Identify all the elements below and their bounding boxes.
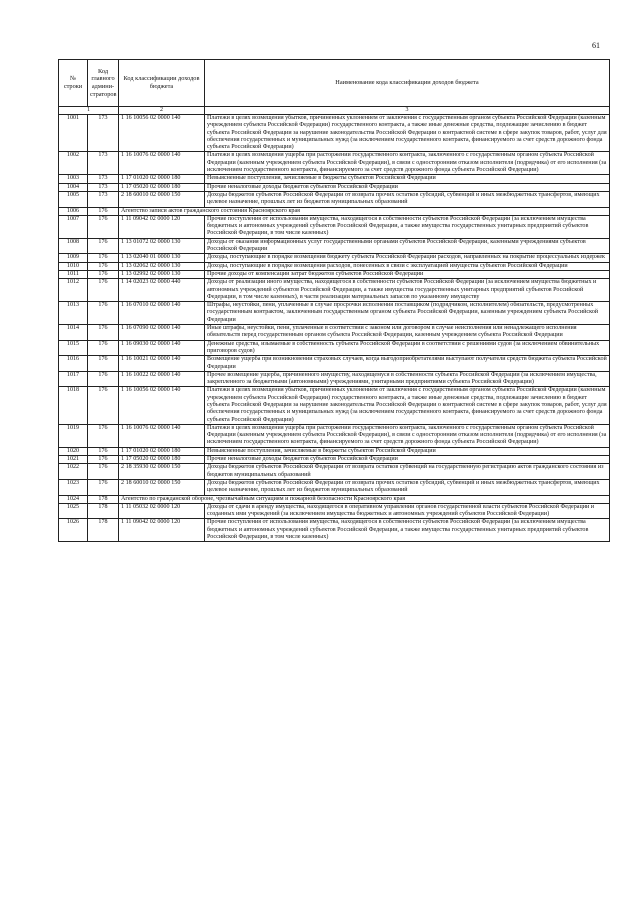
classification-code-cell: 1 16 07010 02 0000 140 (119, 302, 205, 325)
admin-code-cell: 176 (88, 238, 119, 254)
table-row (59, 464, 610, 480)
table-row (59, 238, 610, 254)
row-number-cell: 1025 (59, 503, 88, 519)
classification-code-cell: 2 18 60010 02 0000 150 (119, 479, 205, 495)
table-row (59, 447, 610, 455)
classification-name-cell: Доходы бюджетов субъектов Российской Федерации от возврата прочих остатков субсидий, субвенций и иных межбюджетных трансфертов, имеющих целевое назначение, прошлых лет из бюджетов муниципальных образований (205, 479, 610, 495)
row-number-cell: 1004 (59, 183, 88, 191)
classification-code-cell: 2 18 35930 02 0000 150 (119, 464, 205, 480)
header-row-no: № строки (59, 60, 88, 107)
classification-name-cell: Платежи в целях возмещения ущерба при расторжении государственного контракта, заключенного с государственным органом субъекта Российской Федерации (казенным учреждением субъекта Российской Федерации), в связи с односторонним отказом исполнителя (подрядчика) от его исполнения (за исключением государственного контракта, финансируемого за счет средств дорожного фонда субъекта Российской Федерации) (205, 424, 610, 447)
row-number-cell: 1010 (59, 262, 88, 270)
admin-code-cell: 176 (88, 325, 119, 341)
admin-code-cell: 176 (88, 456, 119, 464)
admin-code-cell: 176 (88, 464, 119, 480)
row-number-cell: 1020 (59, 447, 88, 455)
classification-code-cell: 1 11 09042 02 0000 120 (119, 215, 205, 238)
column-number-1: 1 (59, 107, 119, 115)
table-row (59, 356, 610, 372)
classification-code-cell: 1 11 09042 02 0000 120 (119, 519, 205, 542)
table-row (59, 456, 610, 464)
section-row (59, 207, 610, 215)
admin-code-cell: 176 (88, 387, 119, 424)
classification-name-cell: Невыясненные поступления, зачисляемые в бюджеты субъектов Российской Федерации (205, 175, 610, 183)
row-number-cell: 1023 (59, 479, 88, 495)
table-row (59, 115, 610, 152)
classification-name-cell: Доходы от сдачи в аренду имущества, находящегося в оперативном управлении органов государственной власти субъектов Российской Федерации и созданных ими учреждений (за исключением имущества бюджетных и автономных учреждений субъектов Российской Федерации) (205, 503, 610, 519)
admin-code-cell: 176 (88, 302, 119, 325)
classification-code-cell: 1 16 10076 02 0000 140 (119, 152, 205, 175)
admin-code-cell: 173 (88, 152, 119, 175)
classification-code-cell: 1 16 10076 02 0000 140 (119, 424, 205, 447)
classification-name-cell: Штрафы, неустойки, пени, уплаченные в случае просрочки исполнения поставщиком (подрядчиком, исполнителем) обязательств, предусмотренных государственным контрактом, заключенным государственным органом субъекта Российской Федерации, казенным учреждением субъекта Российской Федерации (205, 302, 610, 325)
header-name: Наименование кода классификации доходов бюджета (205, 60, 610, 107)
row-number-cell: 1002 (59, 152, 88, 175)
table-row (59, 183, 610, 191)
table-row (59, 254, 610, 262)
classification-code-cell: 1 17 01020 02 0000 180 (119, 447, 205, 455)
header-class-code: Код классификации доходов бюджета (119, 60, 205, 107)
classification-code-cell: 2 18 60010 02 0000 150 (119, 191, 205, 207)
classification-code-cell: 1 14 02023 02 0000 440 (119, 279, 205, 302)
classification-name-cell: Прочие неналоговые доходы бюджетов субъектов Российской Федерации (205, 183, 610, 191)
table-row (59, 262, 610, 270)
table-row (59, 279, 610, 302)
classification-code-cell: 1 16 10022 02 0000 140 (119, 371, 205, 387)
table-row (59, 479, 610, 495)
row-number-cell: 1012 (59, 279, 88, 302)
classification-name-cell: Доходы от реализации иного имущества, находящегося в собственности субъектов Российской Федерации (за исключением имущества бюджетных и автономных учреждений субъектов Российской Федерации, а также имущества государственных унитарных предприятий субъектов Российской Федерации, в том числе казенных), в части реализации материальных запасов по указанному имуществу (205, 279, 610, 302)
table-row (59, 152, 610, 175)
column-number-2: 2 (119, 107, 205, 115)
admin-code-cell: 178 (88, 519, 119, 542)
column-number-3: 3 (205, 107, 610, 115)
admin-code-cell: 176 (88, 262, 119, 270)
row-number-cell: 1011 (59, 270, 88, 278)
admin-code-cell: 176 (88, 371, 119, 387)
classification-code-cell: 1 13 01072 02 0000 130 (119, 238, 205, 254)
admin-code-cell: 173 (88, 191, 119, 207)
table-row (59, 424, 610, 447)
table-row (59, 503, 610, 519)
classification-code-cell: 1 16 10021 02 0000 140 (119, 356, 205, 372)
table-row (59, 270, 610, 278)
admin-code-cell: 176 (88, 215, 119, 238)
classification-name-cell: Иные штрафы, неустойки, пени, уплаченные в соответствии с законом или договором в случае неисполнения или ненадлежащего исполнения обязательств перед государственным органом субъекта Российской Федерации, казенным учреждением субъекта Российской Федерации (205, 325, 610, 341)
table-body (59, 115, 610, 542)
row-number-cell: 1005 (59, 191, 88, 207)
classification-code-cell: 1 16 09030 02 0000 140 (119, 340, 205, 356)
row-number-cell: 1026 (59, 519, 88, 542)
classification-name-cell: Прочие поступления от использования имущества, находящегося в собственности субъектов Российской Федерации (за исключением имущества бюджетных и автономных учреждений субъектов Российской Федерации, а также имущества государственных унитарных предприятий субъектов Российской Федерации, в том числе казенных) (205, 519, 610, 542)
classification-name-cell: Прочее возмещение ущерба, причиненного имуществу, находящемуся в собственности субъекта Российской Федерации (за исключением имущества, закрепленного за бюджетными (автономными) учреждениями, унитарными предприятиями субъекта Российской Федерации) (205, 371, 610, 387)
admin-code-cell: 173 (88, 115, 119, 152)
row-number-cell: 1014 (59, 325, 88, 341)
row-number-cell: 1019 (59, 424, 88, 447)
classification-code-cell: 1 16 10056 02 0000 140 (119, 387, 205, 424)
admin-code-cell: 176 (88, 356, 119, 372)
classification-code-cell: 1 11 05032 02 0000 120 (119, 503, 205, 519)
classification-name-cell: Доходы от оказания информационных услуг государственными органами субъектов Российской Федерации, казенными учреждениями субъектов Российской Федерации (205, 238, 610, 254)
classification-name-cell: Платежи в целях возмещения ущерба при расторжении государственного контракта, заключенного с государственным органом субъекта Российской Федерации (казенным учреждением субъекта Российской Федерации), в связи с односторонним отказом исполнителя (подрядчика) от его исполнения (за исключением государственного контракта, финансируемого за счет средств дорожного фонда субъекта Российской Федерации) (205, 152, 610, 175)
section-row (59, 495, 610, 503)
table-row (59, 519, 610, 542)
classification-name-cell: Прочие поступления от использования имущества, находящегося в собственности субъектов Российской Федерации (за исключением имущества бюджетных и автономных учреждений субъектов Российской Федерации, а также имущества государственных унитарных предприятий субъектов Российской Федерации, в том числе казенных) (205, 215, 610, 238)
classification-code-cell: 1 13 02062 02 0000 130 (119, 262, 205, 270)
classification-name-cell: Доходы бюджетов субъектов Российской Федерации от возврата остатков субвенций на государственную регистрацию актов гражданского состояния из бюджетов муниципальных образований (205, 464, 610, 480)
row-number-cell: 1024 (59, 495, 88, 503)
admin-code-cell: 176 (88, 279, 119, 302)
classification-name-cell: Возмещение ущерба при возникновении страховых случаев, когда выгодоприобретателями выступают получатели средств бюджета субъекта Российской Федерации (205, 356, 610, 372)
classification-code-cell: 1 13 02040 01 0000 130 (119, 254, 205, 262)
classification-name-cell: Денежные средства, изымаемые в собственность субъекта Российской Федерации в соответствии с решениями судов (за исключением обвинительных приговоров судов) (205, 340, 610, 356)
row-number-cell: 1022 (59, 464, 88, 480)
section-title-cell: Агентство по гражданской обороне, чрезвычайным ситуациям и пожарной безопасности Красноярского края (119, 495, 610, 503)
table-row (59, 325, 610, 341)
classification-code-cell: 1 16 07090 02 0000 140 (119, 325, 205, 341)
admin-code-cell: 178 (88, 495, 119, 503)
classification-name-cell: Доходы, поступающие в порядке возмещения бюджету субъекта Российской Федерации расходов, направленных на покрытие процессуальных издержек (205, 254, 610, 262)
classification-name-cell: Платежи в целях возмещения убытков, причиненных уклонением от заключения с государственным органом субъекта Российской Федерации (казенным учреждением субъекта Российской Федерации) государственного контракта, а также иные денежные средства, подлежащие зачислению в бюджет субъекта Российской Федерации за нарушение законодательства Российской Федерации о контрактной системе в сфере закупок товаров, работ, услуг для обеспечения государственных и муниципальных нужд (за исключением государственного контракта, финансируемого за счет средств дорожного фонда субъекта Российской Федерации) (205, 387, 610, 424)
row-number-cell: 1017 (59, 371, 88, 387)
row-number-cell: 1015 (59, 340, 88, 356)
admin-code-cell: 176 (88, 447, 119, 455)
classification-name-cell: Доходы бюджетов субъектов Российской Федерации от возврата прочих остатков субсидий, субвенций и иных межбюджетных трансфертов, имеющих целевое назначение, прошлых лет из бюджетов муниципальных образований (205, 191, 610, 207)
table-row (59, 387, 610, 424)
section-title-cell: Агентство записи актов гражданского состояния Красноярского края (119, 207, 610, 215)
row-number-cell: 1013 (59, 302, 88, 325)
header-row (59, 60, 610, 107)
admin-code-cell: 176 (88, 424, 119, 447)
table-row (59, 302, 610, 325)
row-number-cell: 1009 (59, 254, 88, 262)
admin-code-cell: 173 (88, 183, 119, 191)
column-number-row (59, 107, 610, 115)
table-row (59, 371, 610, 387)
admin-code-cell: 178 (88, 503, 119, 519)
classification-name-cell: Прочие доходы от компенсации затрат бюджетов субъектов Российской Федерации (205, 270, 610, 278)
admin-code-cell: 176 (88, 207, 119, 215)
admin-code-cell: 176 (88, 340, 119, 356)
table-row (59, 191, 610, 207)
classification-name-cell: Прочие неналоговые доходы бюджетов субъектов Российской Федерации (205, 456, 610, 464)
classification-code-cell: 1 17 05020 02 0000 180 (119, 183, 205, 191)
classification-code-cell: 1 13 02992 02 0000 130 (119, 270, 205, 278)
table-row (59, 215, 610, 238)
table-row (59, 340, 610, 356)
header-admin-code: Код главного админи-страторов (88, 60, 119, 107)
row-number-cell: 1006 (59, 207, 88, 215)
row-number-cell: 1001 (59, 115, 88, 152)
admin-code-cell: 176 (88, 479, 119, 495)
table-header (59, 60, 610, 115)
classification-code-cell: 1 16 10056 02 0000 140 (119, 115, 205, 152)
classification-name-cell: Платежи в целях возмещения убытков, причиненных уклонением от заключения с государственным органом субъекта Российской Федерации (казенным учреждением субъекта Российской Федерации) государственного контракта, а также иные денежные средства, подлежащие зачислению в бюджет субъекта Российской Федерации за нарушение законодательства Российской Федерации о контрактной системе в сфере закупок товаров, работ, услуг для обеспечения государственных и муниципальных нужд (за исключением государственного контракта, финансируемого за счет средств дорожного фонда субъекта Российской Федерации) (205, 115, 610, 152)
row-number-cell: 1007 (59, 215, 88, 238)
admin-code-cell: 176 (88, 254, 119, 262)
page-number: 61 (592, 41, 600, 50)
classification-code-cell: 1 17 01020 02 0000 180 (119, 175, 205, 183)
admin-code-cell: 173 (88, 175, 119, 183)
row-number-cell: 1016 (59, 356, 88, 372)
classification-name-cell: Доходы, поступающие в порядке возмещения расходов, понесенных в связи с эксплуатацией имущества субъектов Российской Федерации (205, 262, 610, 270)
row-number-cell: 1008 (59, 238, 88, 254)
row-number-cell: 1003 (59, 175, 88, 183)
admin-code-cell: 176 (88, 270, 119, 278)
revenue-classification-table (58, 59, 610, 542)
table-row (59, 175, 610, 183)
classification-code-cell: 1 17 05020 02 0000 180 (119, 456, 205, 464)
row-number-cell: 1021 (59, 456, 88, 464)
classification-name-cell: Невыясненные поступления, зачисляемые в бюджеты субъектов Российской Федерации (205, 447, 610, 455)
row-number-cell: 1018 (59, 387, 88, 424)
